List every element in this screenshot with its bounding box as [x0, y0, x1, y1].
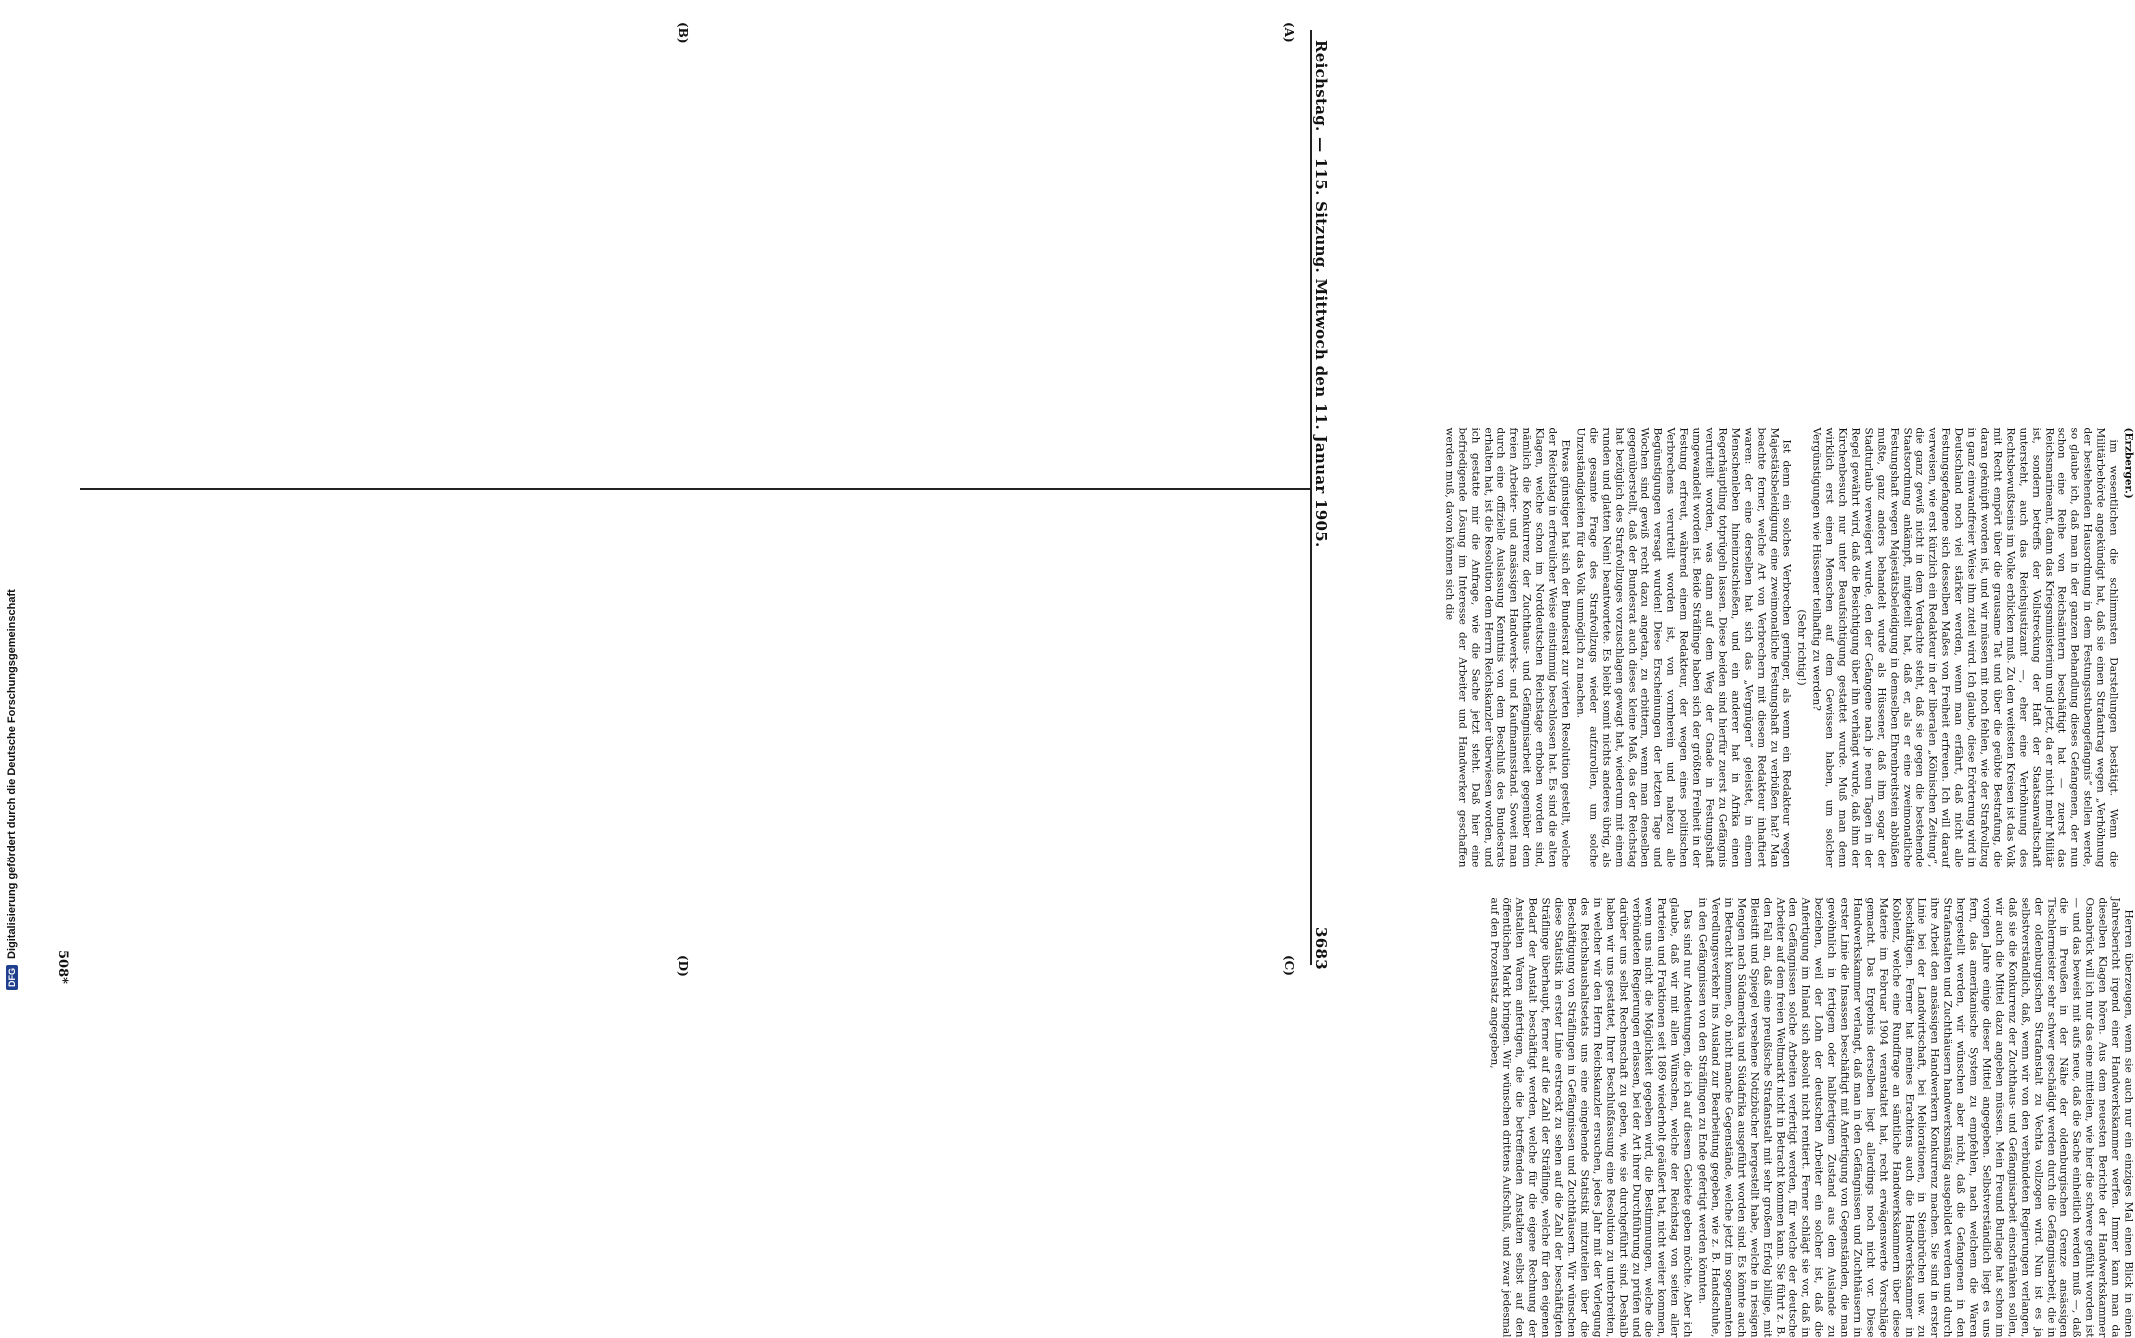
right-column [910, 898, 2135, 1338]
margin-marker-d: (D) [676, 955, 690, 977]
left-column [910, 428, 2135, 868]
margin-marker-c: (C) [1282, 955, 1296, 976]
paragraph: Das sind nur Andeutungen, die ich auf diesem Gebiete geben möchte. Aber ich glaube, daß wir mit allen Wünschen, welche der Reichstag von seiten aller Parteien und Fraktionen seit 1869 wiederholt geäußert hat, nicht weiter kommen, wenn uns nicht die Möglichkeit gegeben wird, die Bestimmungen, welche die verbündeten Regierungen erlassen, bei der Art ihrer Durchführung zu prüfen und darüber uns selbst Rechenschaft zu geben, wie sie durchgeführt sind. Deshalb haben wir uns gestattet, Ihrer Beschlußfassung eine Resolution zu unterbreiten, in welcher wir den Herrn Reichskanzler ersuchen, jedes Jahr mit der Vorlegung des Reichshaushaltsetats uns eine eingehende Statistik mitzuteilen über die Beschäftigung von Sträflingen in Gefängnissen und Zuchthäusern. Wir wünschen diese Statistik in erster Linie erstreckt zu sehen auf die Zahl der beschäftigten Sträflinge überhaupt, ferner auf die Zahl der Sträflinge, welche für den eigenen Bedarf der Anstalt beschäftigt werden, welche für die eigene Rechnung der Anstalten Waren anfertigen, die die betreffenden Anstalten selbst auf den öffentlichen Markt bringen. Wir wünschen drittens Aufschluß, und zwar jedesmal auf den Prozentsatz angegeben, [1488, 897, 1694, 1338]
page-title: Reichstag. — 115. Sitzung. Mittwoch den 11. Januar 1905. [1312, 40, 1330, 548]
sheet-signature: 508* [55, 950, 70, 984]
margin-marker-a: (A) [1282, 22, 1296, 43]
paragraph: im wesentlichen die schlimmsten Darstellungen bestätigt. Wenn die Militärbehörde angekündigt hat, daß sie einen Strafantrag wegen „Verhöhnung der bestehenden Hausordnung in dem Festungsstubengefängnis“ stellen werde, so glaube ich, daß man in der ganzen Behandlung dieses Gefangenen, der nun schon eine Reihe von Reichsämtern beschäftigt hat — zuerst das Reichsmarineamt, dann das Kriegsministerium und jetzt, da er nicht mehr Militär ist, sondern betreffs der Vollstreckung der Haft der Staatsanwaltschaft untersteht, auch das Reichsjustizamt —, eher eine Verhöhnung des Rechtsbewußtseins im Volke erblicken muß. Zu den weitesten Kreisen ist das Volk mit Recht empört über die grausame Tat und über die geübte Bestrafung, die daran geknüpft worden ist, und wir müssen mit noch fehlen, wie der Strafvollzug in ganz einwandfreier Weise ihm zuteil wird. Ich glaube, diese Erörterung wird in Deutschland noch viel stärker werden, wenn man erfährt, daß nicht alle Festungsgefangene sich desselben Maßes von Freiheit erfreuen. Ich will darauf verweisen, wie erst kürzlich ein Redakteur in der liberalen „Kölnischen Zeitung“, die ganz gewiß nicht in dem Verdachte steht, daß sie gegen die bestehende Staatsordnung ankämpft, mitgeteilt hat, daß er, als er eine zweimonatliche Festungshaft wegen Majestätsbeleidigung in demselben Ehrenbreitstein abbüßen mußte, ganz anders behandelt wurde als Hüssener, daß ihm sogar der Stadturlaub verweigert wurde, den der Gefangene nach je neun Tagen in der Regel gewährt wird, daß die Besichtigung über ihn verhängt wurde, daß ihm der Kirchenbesuch nur unter Beaufsichtigung gestattet wurde. Muß man denn wirklich erst einen Menschen auf dem Gewissen haben, um solcher Vergünstigungen wie Hüssener teilhaftig zu werden? [1810, 427, 2120, 868]
paragraph: Etwas günstiger hat sich der Bundesrat zur vierten Resolution gestellt, welche der Reichstag in erfreulicher Weise einstimmig beschlossen hat. Es sind die alten Klagen, welche schon im Norddeutschen Reichstage erhoben worden sind, nämlich die Konkurrenz der Zuchthaus- und Gefängnisarbeit gegenüber dem freien Arbeiter- und ansässigen Handwerks- und Kaufmannsstand. Soweit man durch eine offizielle Auslassung Kenntnis von dem Beschluß des Bundesrats erhalten hat, ist die Resolution dem Herrn Reichskanzler überwiesen worden, und ich gestatte mir die Anfrage, wie die Sache jetzt steht. Daß hier eine befriedigende Lösung im Interesse der Arbeiter und Handwerker geschaffen werden muß, davon können sich die [1443, 427, 1572, 868]
paragraph: Ist denn ein solches Verbrechen geringer, als wenn ein Redakteur wegen Majestätsbeleidigung eine zweimonatliche Festungshaft zu verbüßen hat? Man beachte ferner, welche Art von Verbrechern mit diesem Redakteur inhaftiert waren: der eine derselben hat sich das „Vergnügen“ geleistet, in einem Menschenleben hineinzuschießen, und ein anderer hat in Afrika einen Regerhäuptling totprügeln lassen. Diese beiden sind hierfür zuerst zu Gefängnis verurteilt worden, was dann auf dem Weg der Gnade in Festungshaft umgewandelt worden ist. Beide Sträflinge haben sich der größten Freiheit in der Festung erfreut, während einem Redakteur, der wegen eines politischen Verbrechens verurteilt worden ist, von vornherein und nahezu alle Begünstigungen versagt wurden! Diese Erscheinungen der letzten Tage und Wochen sind gewiß recht dazu angetan, zu erbittern, wenn man denselben gegenüberstellt, daß der Bundesrat auch dieses kleine Maß, das der Reichstag hat bezüglich des Strafvollzuges vorzuschlagen gewagt hat, wiederum mit einem runden und glatten Nein! beantwortete. Es bleibt somit nichts anderes übrig, als die gesamte Frage des Strafvollzugs wieder aufzurollen, um solche Unzuständigkeiten für das Volk unmöglich zu machen. [1574, 427, 1793, 868]
funding-note [6, 589, 18, 990]
paragraph: Herren überzeugen, wenn sie auch nur ein einziges Mal einen Blick in einen Jahresbericht irgend einer Handwerkskammer werfen. Immer kann man da dieselben Klagen hören. Aus dem neuesten Berichte der Handwerkskammer Osnabrück will ich nur das eine mitteilen, wie hier die schwere gefühlt worden ist — und das beweist mit aufs neue, daß die Sache einheitlich werden muß —, daß die in Preußen in der Nähe der oldenburgischen Grenze ansässigen Tischlermeister sehr schwer geschädigt werden durch die Gefängnisarbeit, die in der oldenburgischen Strafanstalt zu Vechta vollzogen wird. Nun ist es ja selbstverständlich, daß, wenn wir von den verbündeten Regierungen verlangen, daß sie die Konkurrenz der Zuchthaus- und Gefängnisarbeit einschränken sollen, wir auch die Mittel dazu angeben müssen. Mein Freund Burlage hat schon im vorigen Jahre einige dieser Mittel angegeben. Selbstverständlich liegt es uns fern, das amerikanische System zu empfehlen, nach welchem die Waren hergestellt werden, wir wünschen aber nicht, daß die Gefangenen in den Strafanstalten und Zuchthäusern handwerksmäßig ausgebildet werden und durch ihre Arbeit den ansässigen Handwerkern Konkurrenz machen. Sie sind in erster Linie bei der Landwirtschaft, bei Meliorationen, in Steinbrüchen usw. zu beschäftigen. Ferner hat meines Erachtens auch die Handwerkskammer in Koblenz, welche eine Rundfrage an sämtliche Handwerkskammern über diese Materie im Februar 1904 veranstaltet hat, recht erwägenswerte Vorschläge gemacht. Das Ergebnis derselben liegt allerdings noch nicht vor. Diese Handwerkskammer verlangt, daß man in den Gefängnissen und Zuchthäusern in erster Linie die Insassen beschäftigt mit Anfertigung von Gegenständen, die man gewöhnlich in fertigem oder halbfertigem Zustand aus dem Auslande zu beziehen, weil der Lohn der deutschen Arbeiter ein solcher ist, daß die Anfertigung im Inland sich absolut nicht rentiert. Ferner schlägt sie vor, daß in den Gefängnissen solche Arbeiten verfertigt werden, für welche der deutsche Arbeiter auf dem freien Weltmarkt nicht in Betracht kommen kann. Sie führt z. B. den Fall an, daß eine preußische Strafanstalt mit sehr großem Erfolg billige, mit Bleistift und Spiegel versehene Notizbücher hergestellt habe, welche in riesigen Mengen nach Südamerika und Südafrika ausgeführt worden sind. Es könnte auch in Betracht kommen, ob nicht manche Gegenstände, welche jetzt im sogenannten Veredlungsverkehr ins Ausland zur Bearbeitung gegeben, wie z. B. Handschuhe, in den Gefängnissen von den Sträflingen zu Ende gefertigt werden könnten. [1696, 897, 2135, 1338]
speaker-name: (Erzberger.) [2122, 427, 2135, 499]
dfg-logo: DFG [6, 965, 18, 990]
margin-marker-b: (B) [676, 22, 690, 44]
page-number: 3683 [1312, 927, 1330, 970]
funding-text: Digitalisierung gefördert durch die Deutsche Forschungsgemeinschaft [6, 589, 18, 959]
interjection: (Sehr richtig!) [1795, 609, 1808, 686]
